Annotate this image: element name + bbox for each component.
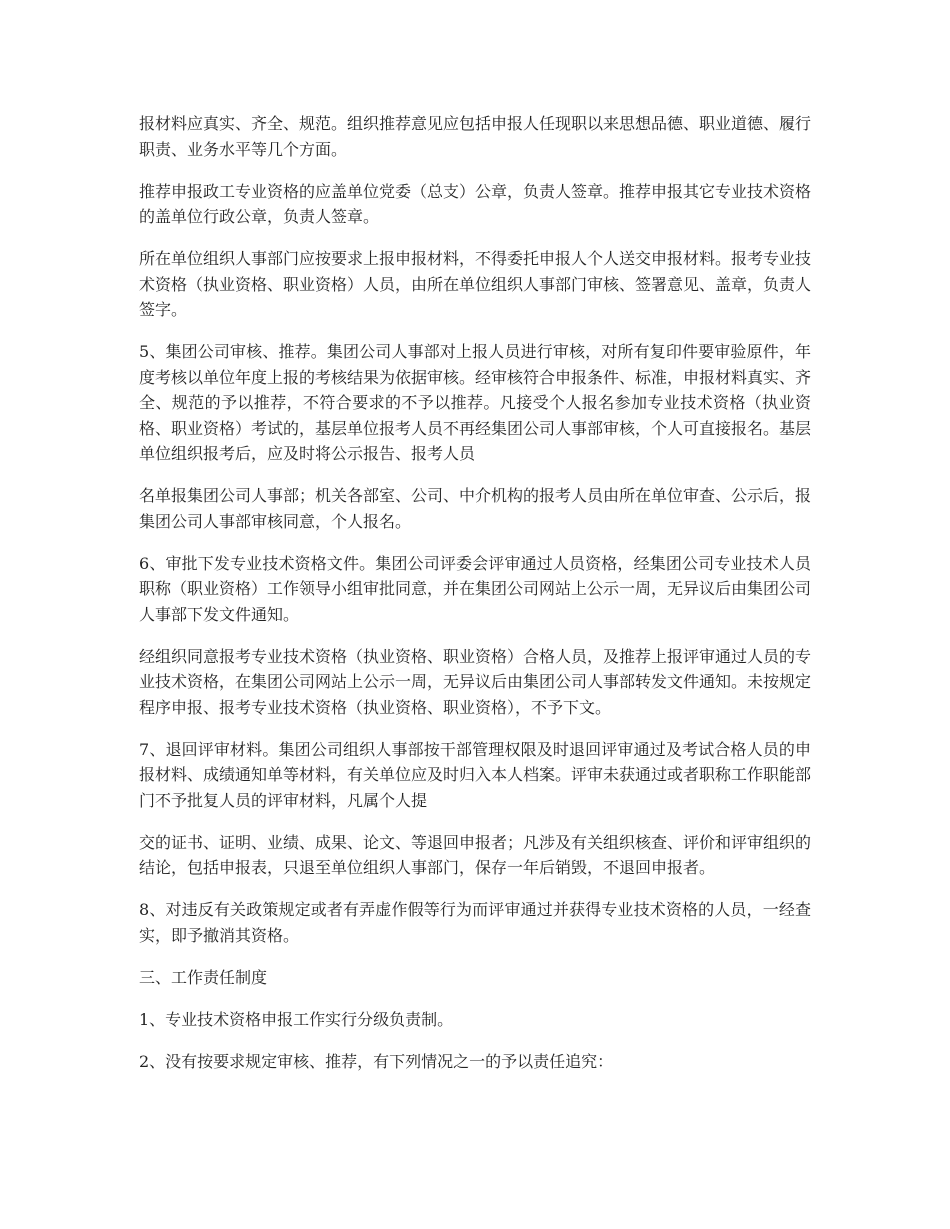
paragraph: 2、没有按要求规定审核、推荐，有下列情况之一的予以责任追究： (139, 1051, 614, 1071)
paragraph: 6、审批下发专业技术资格文件。集团公司评委会评审通过人员资格，经集团公司专业技术人员职称（职业资格）工作领导小组审批同意，并在集团公司网站上公示一周，无异议后由集团公司人事部下发文件通知。 (139, 553, 812, 624)
paragraph: 推荐申报政工专业资格的应盖单位党委（总支）公章，负责人签章。推荐申报其它专业技术资格的盖单位行政公章，负责人签章。 (139, 181, 812, 226)
paragraph: 8、对违反有关政策规定或者有弄虚作假等行为而评审通过并获得专业技术资格的人员，一经查实，即予撤消其资格。 (139, 900, 811, 945)
paragraph: 报材料应真实、齐全、规范。组织推荐意见应包括申报人任现职以来思想品德、职业道德、履行职责、业务水平等几个方面。 (139, 114, 812, 159)
paragraph: 7、退回评审材料。集团公司组织人事部按干部管理权限及时退回评审通过及考试合格人员的申报材料、成绩通知单等材料，有关单位应及时归入本人档案。评审未获通过或者职称工作职能部门不予批复人员的评审材料，凡属个人提 (139, 739, 812, 810)
paragraph: 交的证书、证明、业绩、成果、论文、等退回申报者；凡涉及有关组织核查、评价和评审组织的结论，包括申报表，只退至单位组织人事部门，保存一年后销毁，不退回申报者。 (139, 832, 812, 877)
paragraph: 5、集团公司审核、推荐。集团公司人事部对上报人员进行审核，对所有复印件要审验原件，年度考核以单位年度上报的考核结果为依据审核。经审核符合申报条件、标准，申报材料真实、齐全、规范的予以推荐，不符合要求的不予以推荐。凡接受个人报名参加专业技术资格（执业资格、职业资格）考试的，基层单位报考人员不再经集团公司人事部审核，个人可直接报名。基层单位组织报考后，应及时将公示报告、报考人员 (139, 342, 812, 463)
paragraph: 经组织同意报考专业技术资格（执业资格、职业资格）合格人员，及推荐上报评审通过人员的专业技术资格，在集团公司网站上公示一周，无异议后由集团公司人事部转发文件通知。未按规定程序申报、报考专业技术资格（执业资格、职业资格），不予下文。 (139, 646, 812, 717)
section-heading: 三、工作责任制度 (139, 967, 268, 987)
paragraph: 所在单位组织人事部门应按要求上报申报材料，不得委托申报人个人送交申报材料。报考专业技术资格（执业资格、职业资格）人员，由所在单位组织人事部门审核、签署意见、盖章，负责人签字。 (139, 249, 812, 319)
document-body (139, 111, 811, 1091)
paragraph: 1、专业技术资格申报工作实行分级负责制。 (139, 1009, 454, 1029)
paragraph: 名单报集团公司人事部；机关各部室、公司、中介机构的报考人员由所在单位审查、公示后，报集团公司人事部审核同意，个人报名。 (139, 486, 812, 531)
